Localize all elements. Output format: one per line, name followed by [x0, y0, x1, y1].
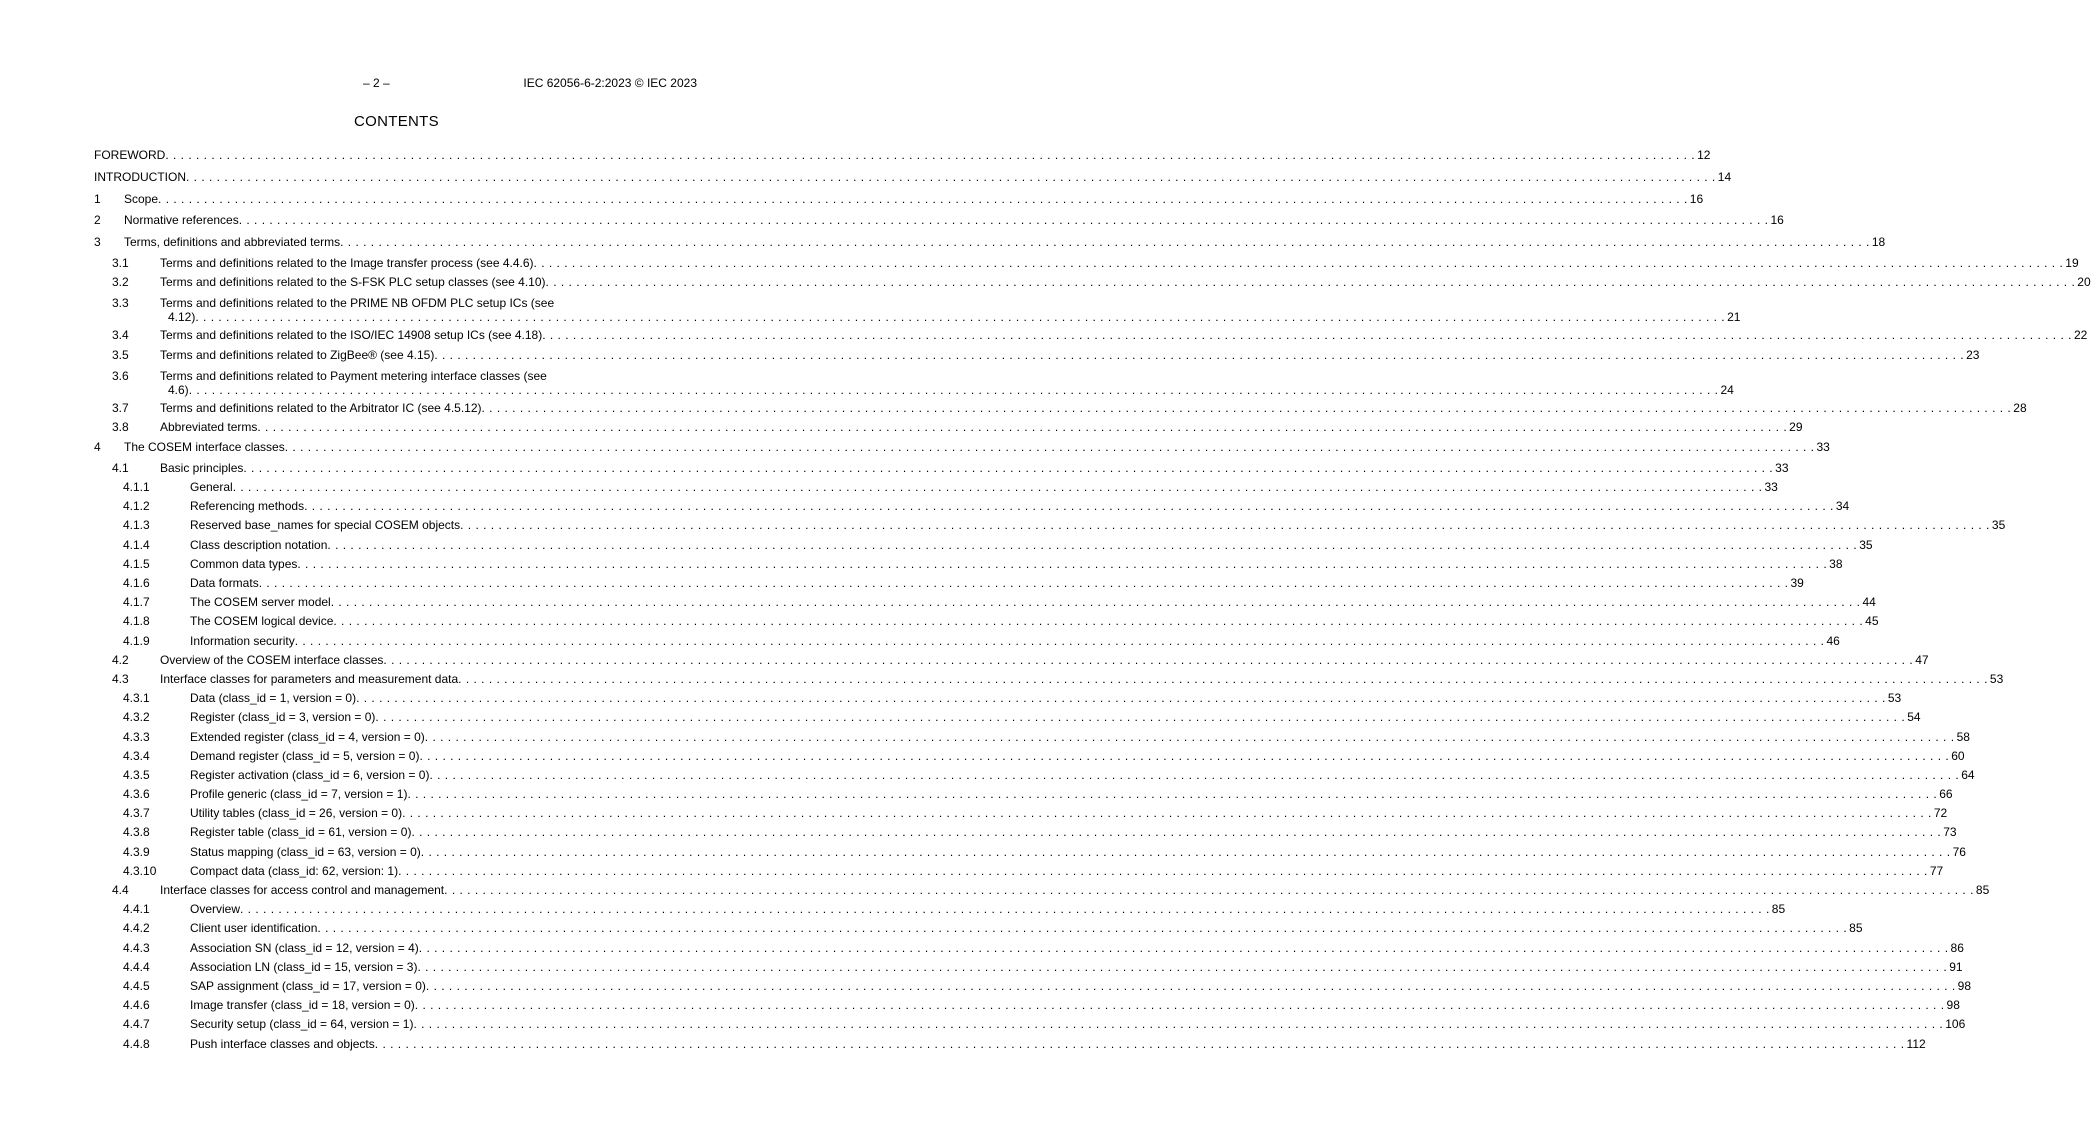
toc-entry[interactable] [94, 210, 1784, 232]
toc-entry-title: Overview of the COSEM interface classes [160, 652, 384, 667]
toc-leader-dots: . . . . . . . . . . . . . . . . . . . . . . . . . . . . . . . . . . . . . . . . . . . . . . . . . . . . . . . . . . . . . . . . . . . . . . . . . . . . . . . . . . . . . . . . . . . . . . . . . . . . . . . . . . . . . . . . . . . . . . . . . . . . . . . . . . . . . . . . . . . . . . . . . . . . . . . . . . . . . . . . . . . . . . . . . . . . . . . . . . . . . . . . . . . . . . . . . . . . . . . . [188, 382, 1719, 397]
toc-leader-dots: . . . . . . . . . . . . . . . . . . . . . . . . . . . . . . . . . . . . . . . . . . . . . . . . . . . . . . . . . . . . . . . . . . . . . . . . . . . . . . . . . . . . . . . . . . . . . . . . . . . . . . . . . . . . . . . . . . . . . . . . . . . . . . . . . . . . . . . . . . . . . . . . . . . . . . . . . . . . . . . . . . . . . . . . . . . . . . . . . . . . . . . . . . . . . . . . . . . . . . . . [243, 460, 1774, 475]
toc-entry-page: 44 [1862, 595, 1876, 610]
toc-entry-number: 3.8 [112, 419, 129, 434]
toc-leader-dots: . . . . . . . . . . . . . . . . . . . . . . . . . . . . . . . . . . . . . . . . . . . . . . . . . . . . . . . . . . . . . . . . . . . . . . . . . . . . . . . . . . . . . . . . . . . . . . . . . . . . . . . . . . . . . . . . . . . . . . . . . . . . . . . . . . . . . . . . . . . . . . . . . . . . . . . . . . . . . . . . . . . . . . . . . . . . . . . . . . . . . . . . . . . . . . . . . . . . . . . . [545, 275, 2076, 290]
toc-entry[interactable] [94, 958, 1963, 977]
toc-entry-page: 91 [1949, 959, 1963, 974]
toc-entry[interactable] [94, 939, 1964, 958]
toc-entry-page: 35 [1991, 518, 2006, 533]
toc-entry-number: 4.3.2 [123, 710, 150, 725]
toc-entry[interactable] [94, 418, 1803, 437]
toc-entry-title: Normative references [124, 213, 239, 228]
toc-entry[interactable] [94, 843, 1966, 862]
toc-entry[interactable] [94, 862, 1944, 881]
toc-entry-number: 4.4 [112, 883, 129, 898]
toc-entry-page: 22 [2073, 328, 2088, 343]
toc-entry[interactable] [94, 574, 1804, 593]
toc-entry-number: 4.3.10 [123, 863, 157, 878]
toc-entry[interactable] [94, 728, 1970, 747]
toc-entry[interactable] [94, 497, 1850, 516]
toc-entry-title: Scope [124, 191, 159, 206]
toc-entry-title: Interface classes for access control and management [160, 883, 445, 898]
toc-entry-title: Terms, definitions and abbreviated terms [124, 235, 341, 250]
toc-entry-page: 45 [1865, 614, 1879, 629]
toc-entry-title: Data formats [190, 576, 259, 591]
toc-entry-page: 38 [1829, 556, 1843, 571]
toc-leader-dots: . . . . . . . . . . . . . . . . . . . . . . . . . . . . . . . . . . . . . . . . . . . . . . . . . . . . . . . . . . . . . . . . . . . . . . . . . . . . . . . . . . . . . . . . . . . . . . . . . . . . . . . . . . . . . . . . . . . . . . . . . . . . . . . . . . . . . . . . . . . . . . . . . . . . . . . . . . . . . . . . . . . . . . . . . . . . . . . . . . . . . . . . . . . . . . . . . . . . . . . . [258, 576, 1789, 591]
toc-leader-dots: . . . . . . . . . . . . . . . . . . . . . . . . . . . . . . . . . . . . . . . . . . . . . . . . . . . . . . . . . . . . . . . . . . . . . . . . . . . . . . . . . . . . . . . . . . . . . . . . . . . . . . . . . . . . . . . . . . . . . . . . . . . . . . . . . . . . . . . . . . . . . . . . . . . . . . . . . . . . . . . . . . . . . . . . . . . . . . . . . . . . . . . . . . . . . . . . . . . . . . . . [165, 148, 1696, 162]
toc-entry-page: 77 [1929, 863, 1944, 878]
toc-leader-dots: . . . . . . . . . . . . . . . . . . . . . . . . . . . . . . . . . . . . . . . . . . . . . . . . . . . . . . . . . . . . . . . . . . . . . . . . . . . . . . . . . . . . . . . . . . . . . . . . . . . . . . . . . . . . . . . . . . . . . . . . . . . . . . . . . . . . . . . . . . . . . . . . . . . . . . . . . . . . . . . . . . . . . . . . . . . . . . . . . . . . . . . . . . . . . . . . . . . . . . . . [294, 633, 1825, 648]
toc-entry[interactable] [94, 365, 1734, 399]
toc-leader-dots: . . . . . . . . . . . . . . . . . . . . . . . . . . . . . . . . . . . . . . . . . . . . . . . . . . . . . . . . . . . . . . . . . . . . . . . . . . . . . . . . . . . . . . . . . . . . . . . . . . . . . . . . . . . . . . . . . . . . . . . . . . . . . . . . . . . . . . . . . . . . . . . . . . . . . . . . . . . . . . . . . . . . . . . . . . . . . . . . . . . . . . . . . . . . . . . . . . . . . . . . [240, 902, 1770, 917]
toc-entry-title: Terms and definitions related to the Arbitrator IC (see 4.5.12) [160, 400, 482, 415]
toc-leader-dots: . . . . . . . . . . . . . . . . . . . . . . . . . . . . . . . . . . . . . . . . . . . . . . . . . . . . . . . . . . . . . . . . . . . . . . . . . . . . . . . . . . . . . . . . . . . . . . . . . . . . . . . . . . . . . . . . . . . . . . . . . . . . . . . . . . . . . . . . . . . . . . . . . . . . . . . . . . . . . . . . . . . . . . . . . . . . . . . . . . . . . . . . . . . . . . . . . . . . . . . . [444, 883, 1974, 898]
toc-entry-number: 3 [94, 235, 101, 250]
toc-entry-title: Association LN (class_id = 15, version = 3) [190, 959, 418, 974]
toc-leader-dots: . . . . . . . . . . . . . . . . . . . . . . . . . . . . . . . . . . . . . . . . . . . . . . . . . . . . . . . . . . . . . . . . . . . . . . . . . . . . . . . . . . . . . . . . . . . . . . . . . . . . . . . . . . . . . . . . . . . . . . . . . . . . . . . . . . . . . . . . . . . . . . . . . . . . . . . . . . . . . . . . . . . . . . . . . . . . . . . . . . . . . . . . . . . . . . . . . . . . . . . . [402, 806, 1932, 821]
toc-entry-title: Register activation (class_id = 6, version = 0) [190, 767, 430, 782]
page-number: – 2 – [363, 76, 390, 90]
toc-entry-title: Demand register (class_id = 5, version = 0) [190, 748, 420, 763]
toc-leader-dots: . . . . . . . . . . . . . . . . . . . . . . . . . . . . . . . . . . . . . . . . . . . . . . . . . . . . . . . . . . . . . . . . . . . . . . . . . . . . . . . . . . . . . . . . . . . . . . . . . . . . . . . . . . . . . . . . . . . . . . . . . . . . . . . . . . . . . . . . . . . . . . . . . . . . . . . . . . . . . . . . . . . . . . . . . . . . . . . . . . . . . . . . . . . . . . . . . . . . . . . . [333, 614, 1864, 629]
toc-leader-dots: . . . . . . . . . . . . . . . . . . . . . . . . . . . . . . . . . . . . . . . . . . . . . . . . . . . . . . . . . . . . . . . . . . . . . . . . . . . . . . . . . . . . . . . . . . . . . . . . . . . . . . . . . . . . . . . . . . . . . . . . . . . . . . . . . . . . . . . . . . . . . . . . . . . . . . . . . . . . . . . . . . . . . . . . . . . . . . . . . . . . . . . . . . . . . . . . . . . . . . . . [158, 191, 1688, 206]
toc-entry-number: 4.4.5 [123, 978, 150, 993]
toc-entry-page: 39 [1790, 576, 1804, 591]
toc-leader-dots: . . . . . . . . . . . . . . . . . . . . . . . . . . . . . . . . . . . . . . . . . . . . . . . . . . . . . . . . . . . . . . . . . . . . . . . . . . . . . . . . . . . . . . . . . . . . . . . . . . . . . . . . . . . . . . . . . . . . . . . . . . . . . . . . . . . . . . . . . . . . . . . . . . . . . . . . . . . . . . . . . . . . . . . . . . . . . . . . . . . . . . . . . . . . . . . . . . . . . . . . [417, 959, 1948, 974]
toc-entry-title: Profile generic (class_id = 7, version = 1) [190, 787, 408, 802]
toc-entry-page: 34 [1835, 499, 1850, 514]
toc-entry-page: 21 [1727, 310, 1741, 325]
toc-entry-page: 14 [1717, 169, 1732, 184]
toc-entry-page: 33 [1764, 480, 1778, 495]
toc-entry-number: 4.3 [112, 671, 129, 686]
toc-leader-dots: . . . . . . . . . . . . . . . . . . . . . . . . . . . . . . . . . . . . . . . . . . . . . . . . . . . . . . . . . . . . . . . . . . . . . . . . . . . . . . . . . . . . . . . . . . . . . . . . . . . . . . . . . . . . . . . . . . . . . . . . . . . . . . . . . . . . . . . . . . . . . . . . . . . . . . . . . . . . . . . . . . . . . . . . . . . . . . . . . . . . . . . . . . . . . . . . . . . . . . . . [356, 691, 1886, 706]
toc-entry[interactable] [94, 1035, 1926, 1054]
toc-entry-number: 4.3.1 [123, 691, 150, 706]
toc-entry-number: 4.1.4 [123, 537, 150, 552]
toc-entry-number: 3.2 [112, 275, 129, 290]
toc-entry-number: 4.4.3 [123, 940, 150, 955]
toc-leader-dots: . . . . . . . . . . . . . . . . . . . . . . . . . . . . . . . . . . . . . . . . . . . . . . . . . . . . . . . . . . . . . . . . . . . . . . . . . . . . . . . . . . . . . . . . . . . . . . . . . . . . . . . . . . . . . . . . . . . . . . . . . . . . . . . . . . . . . . . . . . . . . . . . . . . . . . . . . . . . . . . . . . . . . . . . . . . . . . . . . . . . . . . . . . . . . . . . . . . . . . . . [232, 480, 1763, 495]
toc-leader-dots: . . . . . . . . . . . . . . . . . . . . . . . . . . . . . . . . . . . . . . . . . . . . . . . . . . . . . . . . . . . . . . . . . . . . . . . . . . . . . . . . . . . . . . . . . . . . . . . . . . . . . . . . . . . . . . . . . . . . . . . . . . . . . . . . . . . . . . . . . . . . . . . . . . . . . . . . . . . . . . . . . . . . . . . . . . . . . . . . . . . . . . . . . . . . . . . . . . . . . . . . [533, 255, 2064, 270]
toc-entry-title: Status mapping (class_id = 63, version = 0) [190, 844, 421, 859]
toc-entry[interactable] [94, 536, 1873, 555]
toc-entry-number: 3.3 [112, 296, 129, 311]
toc-entry-title: Terms and definitions related to the Image transfer process (see 4.4.6) [160, 255, 534, 270]
toc-entry-page: 64 [1961, 767, 1975, 782]
toc-entry-page: 98 [1957, 978, 1972, 993]
toc-entry-number: 4.4.4 [123, 959, 150, 974]
toc-entry-title: INTRODUCTION [94, 169, 186, 184]
toc-leader-dots: . . . . . . . . . . . . . . . . . . . . . . . . . . . . . . . . . . . . . . . . . . . . . . . . . . . . . . . . . . . . . . . . . . . . . . . . . . . . . . . . . . . . . . . . . . . . . . . . . . . . . . . . . . . . . . . . . . . . . . . . . . . . . . . . . . . . . . . . . . . . . . . . . . . . . . . . . . . . . . . . . . . . . . . . . . . . . . . . . . . . . . . . . . . . . . . . . . . . . . . . [257, 419, 1788, 434]
toc-entry-title: Common data types [190, 556, 298, 571]
toc-entry-page: 35 [1859, 537, 1873, 552]
toc-entry-number: 3.1 [112, 255, 129, 270]
toc-leader-dots: . . . . . . . . . . . . . . . . . . . . . . . . . . . . . . . . . . . . . . . . . . . . . . . . . . . . . . . . . . . . . . . . . . . . . . . . . . . . . . . . . . . . . . . . . . . . . . . . . . . . . . . . . . . . . . . . . . . . . . . . . . . . . . . . . . . . . . . . . . . . . . . . . . . . . . . . . . . . . . . . . . . . . . . . . . . . . . . . . . . . . . . . . . . . . . . . . . . . . . . . [434, 347, 1965, 362]
toc-entry-title: Interface classes for parameters and measurement data [160, 671, 459, 686]
toc-entry-number: 4.3.4 [123, 748, 150, 763]
toc-entry-title: Register (class_id = 3, version = 0) [190, 710, 376, 725]
toc-entry[interactable] [94, 919, 1863, 938]
toc-entry-title: Push interface classes and objects [190, 1036, 375, 1051]
toc-leader-dots: . . . . . . . . . . . . . . . . . . . . . . . . . . . . . . . . . . . . . . . . . . . . . . . . . . . . . . . . . . . . . . . . . . . . . . . . . . . . . . . . . . . . . . . . . . . . . . . . . . . . . . . . . . . . . . . . . . . . . . . . . . . . . . . . . . . . . . . . . . . . . . . . . . . . . . . . . . . . . . . . . . . . . . . . . . . . . . . . . . . . . . . . . . . . . . . . . . . . . . . . [429, 767, 1960, 782]
toc-entry-page: 72 [1933, 806, 1948, 821]
toc-entry-number: 4.3.3 [123, 729, 150, 744]
toc-leader-dots: . . . . . . . . . . . . . . . . . . . . . . . . . . . . . . . . . . . . . . . . . . . . . . . . . . . . . . . . . . . . . . . . . . . . . . . . . . . . . . . . . . . . . . . . . . . . . . . . . . . . . . . . . . . . . . . . . . . . . . . . . . . . . . . . . . . . . . . . . . . . . . . . . . . . . . . . . . . . . . . . . . . . . . . . . . . . . . . . . . . . . . . . . . . . . . . . . . . . . . . . [340, 235, 1870, 250]
toc-entry-number: 4.1.1 [123, 480, 150, 495]
toc-entry-title: Security setup (class_id = 64, version = 1) [190, 1017, 414, 1032]
toc-entry-title: Reserved base_names for special COSEM objects [190, 518, 461, 533]
toc-entry-title: Information security [190, 633, 295, 648]
toc-entry[interactable] [94, 459, 1789, 478]
toc-entry-number: 4.4.7 [123, 1017, 150, 1032]
toc-entry-title: Class description notation [190, 537, 328, 552]
toc-entry-number: 4.4.2 [123, 921, 150, 936]
toc-entry-title: Overview [190, 902, 241, 917]
toc-leader-dots: . . . . . . . . . . . . . . . . . . . . . . . . . . . . . . . . . . . . . . . . . . . . . . . . . . . . . . . . . . . . . . . . . . . . . . . . . . . . . . . . . . . . . . . . . . . . . . . . . . . . . . . . . . . . . . . . . . . . . . . . . . . . . . . . . . . . . . . . . . . . . . . . . . . . . . . . . . . . . . . . . . . . . . . . . . . . . . . . . . . . . . . . . . . . . . . . . . . . . . . . [327, 537, 1858, 552]
toc-entry[interactable] [94, 632, 1840, 651]
toc-entry-page: 85 [1849, 921, 1863, 936]
toc-entry-title: Extended register (class_id = 4, version = 0) [190, 729, 425, 744]
toc-leader-dots: . . . . . . . . . . . . . . . . . . . . . . . . . . . . . . . . . . . . . . . . . . . . . . . . . . . . . . . . . . . . . . . . . . . . . . . . . . . . . . . . . . . . . . . . . . . . . . . . . . . . . . . . . . . . . . . . . . . . . . . . . . . . . . . . . . . . . . . . . . . . . . . . . . . . . . . . . . . . . . . . . . . . . . . . . . . . . . . . . . . . . . . . . . . . . . . . . . . . . . . . [419, 748, 1950, 763]
toc-entry-title: The COSEM logical device [190, 614, 334, 629]
toc-entry-number: 4.3.9 [123, 844, 150, 859]
toc-entry-title: Compact data (class_id: 62, version: 1) [190, 863, 399, 878]
toc-entry-page: 33 [1775, 460, 1789, 475]
toc-entry-title: Utility tables (class_id = 26, version = 0) [190, 806, 403, 821]
toc-entry-number: 4 [94, 440, 101, 455]
toc-entry[interactable] [94, 399, 2027, 418]
toc-entry-title: Terms and definitions related to the S-FSK PLC setup classes (see 4.10) [160, 275, 546, 290]
toc-entry-title: Data (class_id = 1, version = 0) [190, 691, 357, 706]
toc-entry[interactable] [94, 326, 2088, 345]
page-title: CONTENTS [354, 113, 439, 130]
toc-entry[interactable] [94, 478, 1778, 497]
toc-entry-number: 4.3.8 [123, 825, 150, 840]
toc-entry[interactable] [94, 881, 1990, 900]
toc-entry-title-continued: 4.12) [168, 310, 196, 325]
toc-entry[interactable] [94, 593, 1876, 612]
toc-entry-number: 3.6 [112, 368, 129, 383]
toc-leader-dots: . . . . . . . . . . . . . . . . . . . . . . . . . . . . . . . . . . . . . . . . . . . . . . . . . . . . . . . . . . . . . . . . . . . . . . . . . . . . . . . . . . . . . . . . . . . . . . . . . . . . . . . . . . . . . . . . . . . . . . . . . . . . . . . . . . . . . . . . . . . . . . . . . . . . . . . . . . . . . . . . . . . . . . . . . . . . . . . . . . . . . . . . . . . . . . . . . . . . . . . . [398, 863, 1928, 878]
toc-entry-number: 3.7 [112, 400, 129, 415]
toc-entry-title: Abbreviated terms [160, 419, 258, 434]
toc-entry-page: 33 [1816, 440, 1830, 455]
toc-entry-page: 23 [1966, 347, 1980, 362]
toc-leader-dots: . . . . . . . . . . . . . . . . . . . . . . . . . . . . . . . . . . . . . . . . . . . . . . . . . . . . . . . . . . . . . . . . . . . . . . . . . . . . . . . . . . . . . . . . . . . . . . . . . . . . . . . . . . . . . . . . . . . . . . . . . . . . . . . . . . . . . . . . . . . . . . . . . . . . . . . . . . . . . . . . . . . . . . . . . . . . . . . . . . . . . . . . . . . . . . . . . . . . . . . . [195, 310, 1726, 325]
toc-entry[interactable] [94, 612, 1879, 631]
toc-leader-dots: . . . . . . . . . . . . . . . . . . . . . . . . . . . . . . . . . . . . . . . . . . . . . . . . . . . . . . . . . . . . . . . . . . . . . . . . . . . . . . . . . . . . . . . . . . . . . . . . . . . . . . . . . . . . . . . . . . . . . . . . . . . . . . . . . . . . . . . . . . . . . . . . . . . . . . . . . . . . . . . . . . . . . . . . . . . . . . . . . . . . . . . . . . . . . . . . . . . . . . . . [297, 556, 1828, 571]
toc-entry-number: 4.1.6 [123, 576, 150, 591]
toc-leader-dots: . . . . . . . . . . . . . . . . . . . . . . . . . . . . . . . . . . . . . . . . . . . . . . . . . . . . . . . . . . . . . . . . . . . . . . . . . . . . . . . . . . . . . . . . . . . . . . . . . . . . . . . . . . . . . . . . . . . . . . . . . . . . . . . . . . . . . . . . . . . . . . . . . . . . . . . . . . . . . . . . . . . . . . . . . . . . . . . . . . . . . . . . . . . . . . . . . . . . . . . . [418, 940, 1949, 955]
toc-leader-dots: . . . . . . . . . . . . . . . . . . . . . . . . . . . . . . . . . . . . . . . . . . . . . . . . . . . . . . . . . . . . . . . . . . . . . . . . . . . . . . . . . . . . . . . . . . . . . . . . . . . . . . . . . . . . . . . . . . . . . . . . . . . . . . . . . . . . . . . . . . . . . . . . . . . . . . . . . . . . . . . . . . . . . . . . . . . . . . . . . . . . . . . . . . . . . . . . . . . . . . . . [284, 440, 1815, 455]
toc-entry-number: 4.3.7 [123, 806, 150, 821]
toc-leader-dots: . . . . . . . . . . . . . . . . . . . . . . . . . . . . . . . . . . . . . . . . . . . . . . . . . . . . . . . . . . . . . . . . . . . . . . . . . . . . . . . . . . . . . . . . . . . . . . . . . . . . . . . . . . . . . . . . . . . . . . . . . . . . . . . . . . . . . . . . . . . . . . . . . . . . . . . . . . . . . . . . . . . . . . . . . . . . . . . . . . . . . . . . . . . . . . . . . . . . . . . . [375, 710, 1906, 725]
toc-entry-title: General [190, 480, 233, 495]
toc-leader-dots: . . . . . . . . . . . . . . . . . . . . . . . . . . . . . . . . . . . . . . . . . . . . . . . . . . . . . . . . . . . . . . . . . . . . . . . . . . . . . . . . . . . . . . . . . . . . . . . . . . . . . . . . . . . . . . . . . . . . . . . . . . . . . . . . . . . . . . . . . . . . . . . . . . . . . . . . . . . . . . . . . . . . . . . . . . . . . . . . . . . . . . . . . . . . . . . . . . . . . . . . [374, 1036, 1905, 1051]
toc-entry-number: 4.1.5 [123, 556, 150, 571]
toc-leader-dots: . . . . . . . . . . . . . . . . . . . . . . . . . . . . . . . . . . . . . . . . . . . . . . . . . . . . . . . . . . . . . . . . . . . . . . . . . . . . . . . . . . . . . . . . . . . . . . . . . . . . . . . . . . . . . . . . . . . . . . . . . . . . . . . . . . . . . . . . . . . . . . . . . . . . . . . . . . . . . . . . . . . . . . . . . . . . . . . . . . . . . . . . . . . . . . . . . . . . . . . . [424, 729, 1955, 744]
toc-entry-number: 1 [94, 191, 101, 206]
toc-entry-page: 54 [1907, 710, 1921, 725]
toc-entry-number: 3.4 [112, 328, 129, 343]
toc-entry-page: 24 [1720, 382, 1734, 397]
toc-entry-page: 18 [1871, 235, 1886, 250]
toc-leader-dots: . . . . . . . . . . . . . . . . . . . . . . . . . . . . . . . . . . . . . . . . . . . . . . . . . . . . . . . . . . . . . . . . . . . . . . . . . . . . . . . . . . . . . . . . . . . . . . . . . . . . . . . . . . . . . . . . . . . . . . . . . . . . . . . . . . . . . . . . . . . . . . . . . . . . . . . . . . . . . . . . . . . . . . . . . . . . . . . . . . . . . . . . . . . . . . . . . . . . . . . . [238, 213, 1769, 228]
toc-entry[interactable] [94, 804, 1948, 823]
toc-entry-title: Basic principles [160, 460, 244, 475]
toc-entry-title: SAP assignment (class_id = 17, version = 0) [190, 978, 426, 993]
toc-entry-title: The COSEM interface classes [124, 440, 285, 455]
toc-entry[interactable] [94, 785, 1953, 804]
toc-entry-page: 20 [2077, 275, 2091, 290]
toc-entry-number: 4.2 [112, 652, 129, 667]
toc-entry-page: 53 [1887, 691, 1902, 706]
toc-entry-page: 19 [2065, 255, 2079, 270]
toc-entry-title: Terms and definitions related to ZigBee® (see 4.15) [160, 347, 435, 362]
toc-entry[interactable] [94, 766, 1975, 785]
toc-entry[interactable] [94, 1015, 1966, 1034]
toc-entry-number: 2 [94, 213, 101, 228]
toc-entry[interactable] [94, 254, 2079, 273]
toc-entry[interactable] [94, 651, 1929, 670]
toc-entry[interactable] [94, 292, 1741, 326]
toc-entry-title: Image transfer (class_id = 18, version = 0) [190, 998, 415, 1013]
toc-entry[interactable] [94, 437, 1830, 459]
toc-entry-page: 12 [1697, 148, 1711, 162]
toc-entry[interactable] [94, 232, 1886, 254]
toc-entry-title: Association SN (class_id = 12, version = 4) [190, 940, 419, 955]
toc-entry-page: 53 [1989, 671, 2004, 686]
toc-entry[interactable] [94, 996, 1960, 1015]
toc-leader-dots: . . . . . . . . . . . . . . . . . . . . . . . . . . . . . . . . . . . . . . . . . . . . . . . . . . . . . . . . . . . . . . . . . . . . . . . . . . . . . . . . . . . . . . . . . . . . . . . . . . . . . . . . . . . . . . . . . . . . . . . . . . . . . . . . . . . . . . . . . . . . . . . . . . . . . . . . . . . . . . . . . . . . . . . . . . . . . . . . . . . . . . . . . . . . . . . . . . . . . . . . [413, 1017, 1944, 1032]
toc-entry-title-continued: 4.6) [168, 382, 189, 397]
toc-entry-title: The COSEM server model [190, 595, 331, 610]
toc-leader-dots: . . . . . . . . . . . . . . . . . . . . . . . . . . . . . . . . . . . . . . . . . . . . . . . . . . . . . . . . . . . . . . . . . . . . . . . . . . . . . . . . . . . . . . . . . . . . . . . . . . . . . . . . . . . . . . . . . . . . . . . . . . . . . . . . . . . . . . . . . . . . . . . . . . . . . . . . . . . . . . . . . . . . . . . . . . . . . . . . . . . . . . . . . . . . . . . . . . . . . . . . [317, 921, 1848, 936]
toc-entry[interactable] [94, 670, 2004, 689]
toc-entry-number: 4.3.5 [123, 767, 150, 782]
toc-entry-number: 4.1.3 [123, 518, 150, 533]
toc-entry-page: 73 [1943, 825, 1957, 840]
toc-entry-page: 47 [1915, 652, 1929, 667]
toc-entry-title: Register table (class_id = 61, version = 0) [190, 825, 412, 840]
toc-entry[interactable] [94, 689, 1902, 708]
toc-entry-page: 60 [1951, 748, 1965, 763]
toc-entry-page: 46 [1826, 633, 1840, 648]
toc-entry-number: 4.3.6 [123, 787, 150, 802]
toc-entry-page: 85 [1975, 883, 1990, 898]
toc-entry-title: FOREWORD [94, 148, 166, 162]
toc-entry-page: 98 [1946, 998, 1960, 1013]
toc-leader-dots: . . . . . . . . . . . . . . . . . . . . . . . . . . . . . . . . . . . . . . . . . . . . . . . . . . . . . . . . . . . . . . . . . . . . . . . . . . . . . . . . . . . . . . . . . . . . . . . . . . . . . . . . . . . . . . . . . . . . . . . . . . . . . . . . . . . . . . . . . . . . . . . . . . . . . . . . . . . . . . . . . . . . . . . . . . . . . . . . . . . . . . . . . . . . . . . . . . . . . . . . [481, 400, 2012, 415]
toc-entry-number: 3.5 [112, 347, 129, 362]
toc-leader-dots: . . . . . . . . . . . . . . . . . . . . . . . . . . . . . . . . . . . . . . . . . . . . . . . . . . . . . . . . . . . . . . . . . . . . . . . . . . . . . . . . . . . . . . . . . . . . . . . . . . . . . . . . . . . . . . . . . . . . . . . . . . . . . . . . . . . . . . . . . . . . . . . . . . . . . . . . . . . . . . . . . . . . . . . . . . . . . . . . . . . . . . . . . . . . . . . . . . . . . . . . [330, 595, 1861, 610]
toc-entry[interactable] [94, 346, 1980, 365]
toc-entry-number: 4.4.1 [123, 902, 150, 917]
toc-entry[interactable] [94, 708, 1921, 727]
toc-entry[interactable] [94, 189, 1704, 211]
toc-entry[interactable] [94, 273, 2091, 292]
page-header [0, 76, 793, 94]
toc-leader-dots: . . . . . . . . . . . . . . . . . . . . . . . . . . . . . . . . . . . . . . . . . . . . . . . . . . . . . . . . . . . . . . . . . . . . . . . . . . . . . . . . . . . . . . . . . . . . . . . . . . . . . . . . . . . . . . . . . . . . . . . . . . . . . . . . . . . . . . . . . . . . . . . . . . . . . . . . . . . . . . . . . . . . . . . . . . . . . . . . . . . . . . . . . . . . . . . . . . . . . . . . [425, 978, 1956, 993]
toc-entry-page: 86 [1950, 940, 1964, 955]
toc-entry[interactable] [94, 555, 1843, 574]
toc-leader-dots: . . . . . . . . . . . . . . . . . . . . . . . . . . . . . . . . . . . . . . . . . . . . . . . . . . . . . . . . . . . . . . . . . . . . . . . . . . . . . . . . . . . . . . . . . . . . . . . . . . . . . . . . . . . . . . . . . . . . . . . . . . . . . . . . . . . . . . . . . . . . . . . . . . . . . . . . . . . . . . . . . . . . . . . . . . . . . . . . . . . . . . . . . . . . . . . . . . . . . . . . [542, 328, 2072, 343]
toc-leader-dots: . . . . . . . . . . . . . . . . . . . . . . . . . . . . . . . . . . . . . . . . . . . . . . . . . . . . . . . . . . . . . . . . . . . . . . . . . . . . . . . . . . . . . . . . . . . . . . . . . . . . . . . . . . . . . . . . . . . . . . . . . . . . . . . . . . . . . . . . . . . . . . . . . . . . . . . . . . . . . . . . . . . . . . . . . . . . . . . . . . . . . . . . . . . . . . . . . . . . . . . . [414, 998, 1945, 1013]
toc-entry-number: 4.1.7 [123, 595, 150, 610]
toc-leader-dots: . . . . . . . . . . . . . . . . . . . . . . . . . . . . . . . . . . . . . . . . . . . . . . . . . . . . . . . . . . . . . . . . . . . . . . . . . . . . . . . . . . . . . . . . . . . . . . . . . . . . . . . . . . . . . . . . . . . . . . . . . . . . . . . . . . . . . . . . . . . . . . . . . . . . . . . . . . . . . . . . . . . . . . . . . . . . . . . . . . . . . . . . . . . . . . . . . . . . . . . . [420, 844, 1951, 859]
standard-id: IEC 62056-6-2:2023 © IEC 2023 [523, 76, 697, 90]
toc-leader-dots: . . . . . . . . . . . . . . . . . . . . . . . . . . . . . . . . . . . . . . . . . . . . . . . . . . . . . . . . . . . . . . . . . . . . . . . . . . . . . . . . . . . . . . . . . . . . . . . . . . . . . . . . . . . . . . . . . . . . . . . . . . . . . . . . . . . . . . . . . . . . . . . . . . . . . . . . . . . . . . . . . . . . . . . . . . . . . . . . . . . . . . . . . . . . . . . . . . . . . . . . [383, 652, 1914, 667]
toc-leader-dots: . . . . . . . . . . . . . . . . . . . . . . . . . . . . . . . . . . . . . . . . . . . . . . . . . . . . . . . . . . . . . . . . . . . . . . . . . . . . . . . . . . . . . . . . . . . . . . . . . . . . . . . . . . . . . . . . . . . . . . . . . . . . . . . . . . . . . . . . . . . . . . . . . . . . . . . . . . . . . . . . . . . . . . . . . . . . . . . . . . . . . . . . . . . . . . . . . . . . . . . . [458, 671, 1988, 686]
toc-entry[interactable] [94, 747, 1965, 766]
toc-entry-number: 4.1 [112, 460, 129, 475]
toc-leader-dots: . . . . . . . . . . . . . . . . . . . . . . . . . . . . . . . . . . . . . . . . . . . . . . . . . . . . . . . . . . . . . . . . . . . . . . . . . . . . . . . . . . . . . . . . . . . . . . . . . . . . . . . . . . . . . . . . . . . . . . . . . . . . . . . . . . . . . . . . . . . . . . . . . . . . . . . . . . . . . . . . . . . . . . . . . . . . . . . . . . . . . . . . . . . . . . . . . . . . . . . . [407, 787, 1938, 802]
toc-entry-page: 29 [1789, 419, 1803, 434]
toc-leader-dots: . . . . . . . . . . . . . . . . . . . . . . . . . . . . . . . . . . . . . . . . . . . . . . . . . . . . . . . . . . . . . . . . . . . . . . . . . . . . . . . . . . . . . . . . . . . . . . . . . . . . . . . . . . . . . . . . . . . . . . . . . . . . . . . . . . . . . . . . . . . . . . . . . . . . . . . . . . . . . . . . . . . . . . . . . . . . . . . . . . . . . . . . . . . . . . . . . . . . . . . . [186, 169, 1716, 184]
toc-entry-number: 4.4.8 [123, 1036, 150, 1051]
toc-entry-page: 28 [2013, 400, 2027, 415]
toc-entry[interactable] [94, 145, 1711, 167]
table-of-contents [94, 145, 2091, 1054]
toc-entry-number: 4.1.9 [123, 633, 150, 648]
toc-entry-title: Terms and definitions related to the ISO/IEC 14908 setup ICs (see 4.18) [160, 328, 543, 343]
toc-entry-title: Client user identification [190, 921, 318, 936]
toc-entry-number: 4.1.2 [123, 499, 150, 514]
toc-entry-page: 16 [1689, 191, 1704, 206]
toc-entry-title: Terms and definitions related to the PRIME NB OFDM PLC setup ICs (see [160, 296, 555, 311]
toc-entry-number: 4.1.8 [123, 614, 150, 629]
toc-leader-dots: . . . . . . . . . . . . . . . . . . . . . . . . . . . . . . . . . . . . . . . . . . . . . . . . . . . . . . . . . . . . . . . . . . . . . . . . . . . . . . . . . . . . . . . . . . . . . . . . . . . . . . . . . . . . . . . . . . . . . . . . . . . . . . . . . . . . . . . . . . . . . . . . . . . . . . . . . . . . . . . . . . . . . . . . . . . . . . . . . . . . . . . . . . . . . . . . . . . . . . . . [460, 518, 1990, 533]
toc-entry-page: 76 [1952, 844, 1966, 859]
toc-entry[interactable] [94, 516, 2006, 535]
toc-entry[interactable] [94, 977, 1972, 996]
toc-entry-number: 4.4.6 [123, 998, 150, 1013]
toc-entry[interactable] [94, 823, 1957, 842]
toc-entry-page: 106 [1945, 1017, 1966, 1032]
toc-entry-title: Terms and definitions related to Payment metering interface classes (see [160, 368, 547, 383]
toc-entry-page: 58 [1956, 729, 1970, 744]
toc-entry-page: 16 [1770, 213, 1784, 228]
toc-leader-dots: . . . . . . . . . . . . . . . . . . . . . . . . . . . . . . . . . . . . . . . . . . . . . . . . . . . . . . . . . . . . . . . . . . . . . . . . . . . . . . . . . . . . . . . . . . . . . . . . . . . . . . . . . . . . . . . . . . . . . . . . . . . . . . . . . . . . . . . . . . . . . . . . . . . . . . . . . . . . . . . . . . . . . . . . . . . . . . . . . . . . . . . . . . . . . . . . . . . . . . . . [304, 499, 1834, 514]
toc-entry-page: 112 [1906, 1036, 1926, 1051]
toc-entry-title: Referencing methods [190, 499, 305, 514]
toc-entry[interactable] [94, 900, 1786, 919]
toc-leader-dots: . . . . . . . . . . . . . . . . . . . . . . . . . . . . . . . . . . . . . . . . . . . . . . . . . . . . . . . . . . . . . . . . . . . . . . . . . . . . . . . . . . . . . . . . . . . . . . . . . . . . . . . . . . . . . . . . . . . . . . . . . . . . . . . . . . . . . . . . . . . . . . . . . . . . . . . . . . . . . . . . . . . . . . . . . . . . . . . . . . . . . . . . . . . . . . . . . . . . . . . . [411, 825, 1942, 840]
toc-entry-page: 66 [1939, 787, 1953, 802]
toc-entry[interactable] [94, 167, 1732, 189]
toc-entry-page: 85 [1771, 902, 1786, 917]
